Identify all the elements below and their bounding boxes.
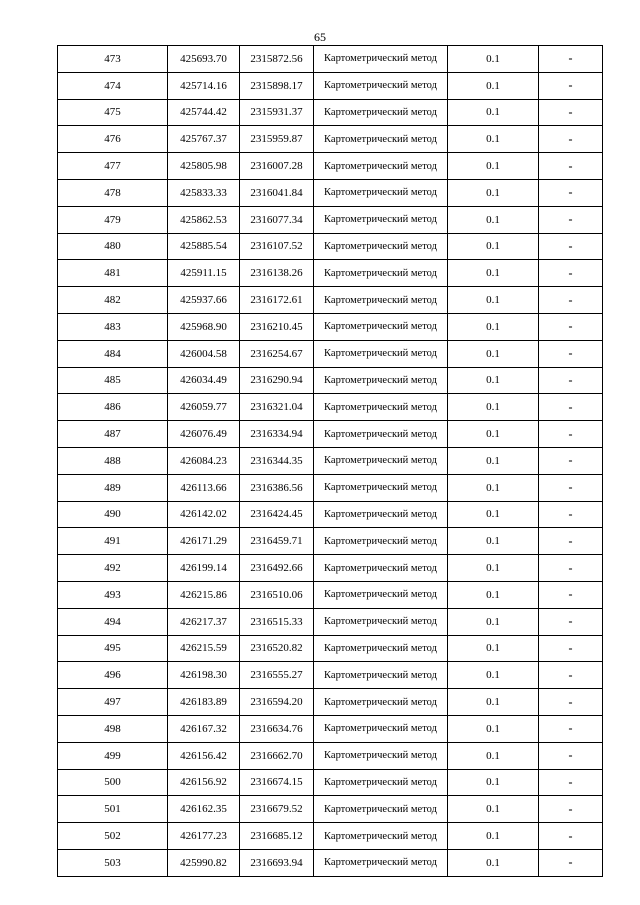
table-row (58, 796, 603, 823)
y-coordinate-cell: 2316555.27 (240, 662, 314, 689)
y-coordinate-cell: 2316334.94 (240, 421, 314, 448)
extra-cell: - (539, 662, 603, 689)
accuracy-cell: 0.1 (448, 849, 539, 876)
x-coordinate-cell: 425968.90 (168, 313, 240, 340)
y-coordinate-cell: 2316210.45 (240, 313, 314, 340)
table-row (58, 474, 603, 501)
extra-cell: - (539, 608, 603, 635)
method-cell: Картометрический метод (314, 715, 448, 742)
accuracy-cell: 0.1 (448, 179, 539, 206)
extra-cell: - (539, 555, 603, 582)
y-coordinate-cell: 2316594.20 (240, 689, 314, 716)
accuracy-cell: 0.1 (448, 447, 539, 474)
extra-cell: - (539, 501, 603, 528)
y-coordinate-cell: 2316290.94 (240, 367, 314, 394)
table-row (58, 742, 603, 769)
method-cell: Картометрический метод (314, 99, 448, 126)
point-number-cell: 478 (58, 179, 168, 206)
x-coordinate-cell: 425990.82 (168, 849, 240, 876)
y-coordinate-cell: 2316634.76 (240, 715, 314, 742)
point-number-cell: 486 (58, 394, 168, 421)
method-cell: Картометрический метод (314, 689, 448, 716)
method-cell: Картометрический метод (314, 447, 448, 474)
method-cell: Картометрический метод (314, 849, 448, 876)
x-coordinate-cell: 425862.53 (168, 206, 240, 233)
table-row (58, 126, 603, 153)
method-cell: Картометрический метод (314, 46, 448, 73)
point-number-cell: 493 (58, 581, 168, 608)
table-row (58, 421, 603, 448)
table-row (58, 367, 603, 394)
coordinates-table (57, 45, 603, 877)
extra-cell: - (539, 769, 603, 796)
method-cell: Картометрический метод (314, 153, 448, 180)
x-coordinate-cell: 426198.30 (168, 662, 240, 689)
accuracy-cell: 0.1 (448, 206, 539, 233)
x-coordinate-cell: 425911.15 (168, 260, 240, 287)
method-cell: Картометрический метод (314, 769, 448, 796)
extra-cell: - (539, 394, 603, 421)
x-coordinate-cell: 426142.02 (168, 501, 240, 528)
point-number-cell: 495 (58, 635, 168, 662)
method-cell: Картометрический метод (314, 474, 448, 501)
table-row (58, 689, 603, 716)
table-row (58, 608, 603, 635)
y-coordinate-cell: 2316459.71 (240, 528, 314, 555)
y-coordinate-cell: 2315872.56 (240, 46, 314, 73)
table-row (58, 635, 603, 662)
point-number-cell: 496 (58, 662, 168, 689)
x-coordinate-cell: 425714.16 (168, 72, 240, 99)
table-row (58, 447, 603, 474)
x-coordinate-cell: 425937.66 (168, 287, 240, 314)
x-coordinate-cell: 426084.23 (168, 447, 240, 474)
method-cell: Картометрический метод (314, 662, 448, 689)
point-number-cell: 479 (58, 206, 168, 233)
y-coordinate-cell: 2316344.35 (240, 447, 314, 474)
x-coordinate-cell: 426059.77 (168, 394, 240, 421)
y-coordinate-cell: 2316679.52 (240, 796, 314, 823)
y-coordinate-cell: 2316041.84 (240, 179, 314, 206)
x-coordinate-cell: 425693.70 (168, 46, 240, 73)
table-row (58, 555, 603, 582)
point-number-cell: 498 (58, 715, 168, 742)
method-cell: Картометрический метод (314, 179, 448, 206)
x-coordinate-cell: 425805.98 (168, 153, 240, 180)
accuracy-cell: 0.1 (448, 715, 539, 742)
y-coordinate-cell: 2316007.28 (240, 153, 314, 180)
method-cell: Картометрический метод (314, 313, 448, 340)
coordinates-table-body (58, 46, 603, 877)
x-coordinate-cell: 426113.66 (168, 474, 240, 501)
method-cell: Картометрический метод (314, 742, 448, 769)
accuracy-cell: 0.1 (448, 233, 539, 260)
x-coordinate-cell: 426167.32 (168, 715, 240, 742)
extra-cell: - (539, 313, 603, 340)
extra-cell: - (539, 823, 603, 850)
point-number-cell: 488 (58, 447, 168, 474)
point-number-cell: 494 (58, 608, 168, 635)
method-cell: Картометрический метод (314, 126, 448, 153)
table-row (58, 46, 603, 73)
x-coordinate-cell: 426177.23 (168, 823, 240, 850)
x-coordinate-cell: 426004.58 (168, 340, 240, 367)
table-row (58, 340, 603, 367)
y-coordinate-cell: 2316172.61 (240, 287, 314, 314)
method-cell: Картометрический метод (314, 421, 448, 448)
point-number-cell: 489 (58, 474, 168, 501)
y-coordinate-cell: 2316424.45 (240, 501, 314, 528)
accuracy-cell: 0.1 (448, 421, 539, 448)
point-number-cell: 497 (58, 689, 168, 716)
y-coordinate-cell: 2316254.67 (240, 340, 314, 367)
accuracy-cell: 0.1 (448, 581, 539, 608)
method-cell: Картометрический метод (314, 608, 448, 635)
table-row (58, 313, 603, 340)
accuracy-cell: 0.1 (448, 635, 539, 662)
extra-cell: - (539, 46, 603, 73)
extra-cell: - (539, 233, 603, 260)
extra-cell: - (539, 474, 603, 501)
point-number-cell: 503 (58, 849, 168, 876)
y-coordinate-cell: 2315931.37 (240, 99, 314, 126)
table-row (58, 179, 603, 206)
table-row (58, 662, 603, 689)
point-number-cell: 502 (58, 823, 168, 850)
y-coordinate-cell: 2316662.70 (240, 742, 314, 769)
x-coordinate-cell: 426162.35 (168, 796, 240, 823)
x-coordinate-cell: 426076.49 (168, 421, 240, 448)
extra-cell: - (539, 72, 603, 99)
y-coordinate-cell: 2316520.82 (240, 635, 314, 662)
accuracy-cell: 0.1 (448, 555, 539, 582)
y-coordinate-cell: 2316107.52 (240, 233, 314, 260)
point-number-cell: 499 (58, 742, 168, 769)
table-row (58, 72, 603, 99)
table-row (58, 99, 603, 126)
accuracy-cell: 0.1 (448, 260, 539, 287)
y-coordinate-cell: 2316138.26 (240, 260, 314, 287)
y-coordinate-cell: 2316510.06 (240, 581, 314, 608)
accuracy-cell: 0.1 (448, 769, 539, 796)
point-number-cell: 480 (58, 233, 168, 260)
accuracy-cell: 0.1 (448, 796, 539, 823)
extra-cell: - (539, 421, 603, 448)
accuracy-cell: 0.1 (448, 528, 539, 555)
point-number-cell: 484 (58, 340, 168, 367)
y-coordinate-cell: 2315959.87 (240, 126, 314, 153)
accuracy-cell: 0.1 (448, 474, 539, 501)
point-number-cell: 490 (58, 501, 168, 528)
method-cell: Картометрический метод (314, 367, 448, 394)
method-cell: Картометрический метод (314, 233, 448, 260)
table-row (58, 233, 603, 260)
accuracy-cell: 0.1 (448, 689, 539, 716)
extra-cell: - (539, 447, 603, 474)
table-row (58, 823, 603, 850)
point-number-cell: 475 (58, 99, 168, 126)
method-cell: Картометрический метод (314, 501, 448, 528)
y-coordinate-cell: 2316685.12 (240, 823, 314, 850)
point-number-cell: 473 (58, 46, 168, 73)
extra-cell: - (539, 715, 603, 742)
accuracy-cell: 0.1 (448, 153, 539, 180)
accuracy-cell: 0.1 (448, 608, 539, 635)
method-cell: Картометрический метод (314, 260, 448, 287)
point-number-cell: 487 (58, 421, 168, 448)
table-row (58, 260, 603, 287)
table-row (58, 394, 603, 421)
x-coordinate-cell: 426199.14 (168, 555, 240, 582)
point-number-cell: 492 (58, 555, 168, 582)
method-cell: Картометрический метод (314, 394, 448, 421)
x-coordinate-cell: 426156.42 (168, 742, 240, 769)
extra-cell: - (539, 689, 603, 716)
accuracy-cell: 0.1 (448, 501, 539, 528)
point-number-cell: 476 (58, 126, 168, 153)
y-coordinate-cell: 2316321.04 (240, 394, 314, 421)
method-cell: Картометрический метод (314, 581, 448, 608)
accuracy-cell: 0.1 (448, 340, 539, 367)
y-coordinate-cell: 2315898.17 (240, 72, 314, 99)
method-cell: Картометрический метод (314, 528, 448, 555)
x-coordinate-cell: 426217.37 (168, 608, 240, 635)
accuracy-cell: 0.1 (448, 662, 539, 689)
extra-cell: - (539, 179, 603, 206)
point-number-cell: 501 (58, 796, 168, 823)
y-coordinate-cell: 2316492.66 (240, 555, 314, 582)
y-coordinate-cell: 2316674.15 (240, 769, 314, 796)
method-cell: Картометрический метод (314, 206, 448, 233)
extra-cell: - (539, 742, 603, 769)
accuracy-cell: 0.1 (448, 367, 539, 394)
extra-cell: - (539, 287, 603, 314)
x-coordinate-cell: 425833.33 (168, 179, 240, 206)
extra-cell: - (539, 206, 603, 233)
point-number-cell: 482 (58, 287, 168, 314)
table-row (58, 849, 603, 876)
x-coordinate-cell: 426156.92 (168, 769, 240, 796)
y-coordinate-cell: 2316077.34 (240, 206, 314, 233)
accuracy-cell: 0.1 (448, 126, 539, 153)
table-row (58, 769, 603, 796)
method-cell: Картометрический метод (314, 635, 448, 662)
extra-cell: - (539, 99, 603, 126)
extra-cell: - (539, 796, 603, 823)
method-cell: Картометрический метод (314, 340, 448, 367)
accuracy-cell: 0.1 (448, 99, 539, 126)
table-row (58, 501, 603, 528)
accuracy-cell: 0.1 (448, 394, 539, 421)
x-coordinate-cell: 425744.42 (168, 99, 240, 126)
table-row (58, 153, 603, 180)
table-row (58, 287, 603, 314)
x-coordinate-cell: 425885.54 (168, 233, 240, 260)
x-coordinate-cell: 426034.49 (168, 367, 240, 394)
extra-cell: - (539, 126, 603, 153)
point-number-cell: 474 (58, 72, 168, 99)
method-cell: Картометрический метод (314, 823, 448, 850)
y-coordinate-cell: 2316515.33 (240, 608, 314, 635)
y-coordinate-cell: 2316693.94 (240, 849, 314, 876)
x-coordinate-cell: 426215.86 (168, 581, 240, 608)
method-cell: Картометрический метод (314, 555, 448, 582)
point-number-cell: 485 (58, 367, 168, 394)
extra-cell: - (539, 581, 603, 608)
method-cell: Картометрический метод (314, 287, 448, 314)
accuracy-cell: 0.1 (448, 46, 539, 73)
table-row (58, 715, 603, 742)
point-number-cell: 483 (58, 313, 168, 340)
point-number-cell: 477 (58, 153, 168, 180)
extra-cell: - (539, 340, 603, 367)
point-number-cell: 500 (58, 769, 168, 796)
extra-cell: - (539, 528, 603, 555)
extra-cell: - (539, 260, 603, 287)
extra-cell: - (539, 635, 603, 662)
page-number: 65 (314, 30, 326, 44)
table-row (58, 528, 603, 555)
accuracy-cell: 0.1 (448, 742, 539, 769)
method-cell: Картометрический метод (314, 796, 448, 823)
table-row (58, 206, 603, 233)
point-number-cell: 491 (58, 528, 168, 555)
accuracy-cell: 0.1 (448, 72, 539, 99)
y-coordinate-cell: 2316386.56 (240, 474, 314, 501)
extra-cell: - (539, 367, 603, 394)
x-coordinate-cell: 425767.37 (168, 126, 240, 153)
extra-cell: - (539, 153, 603, 180)
point-number-cell: 481 (58, 260, 168, 287)
method-cell: Картометрический метод (314, 72, 448, 99)
accuracy-cell: 0.1 (448, 823, 539, 850)
accuracy-cell: 0.1 (448, 313, 539, 340)
x-coordinate-cell: 426183.89 (168, 689, 240, 716)
x-coordinate-cell: 426171.29 (168, 528, 240, 555)
accuracy-cell: 0.1 (448, 287, 539, 314)
table-row (58, 581, 603, 608)
x-coordinate-cell: 426215.59 (168, 635, 240, 662)
extra-cell: - (539, 849, 603, 876)
